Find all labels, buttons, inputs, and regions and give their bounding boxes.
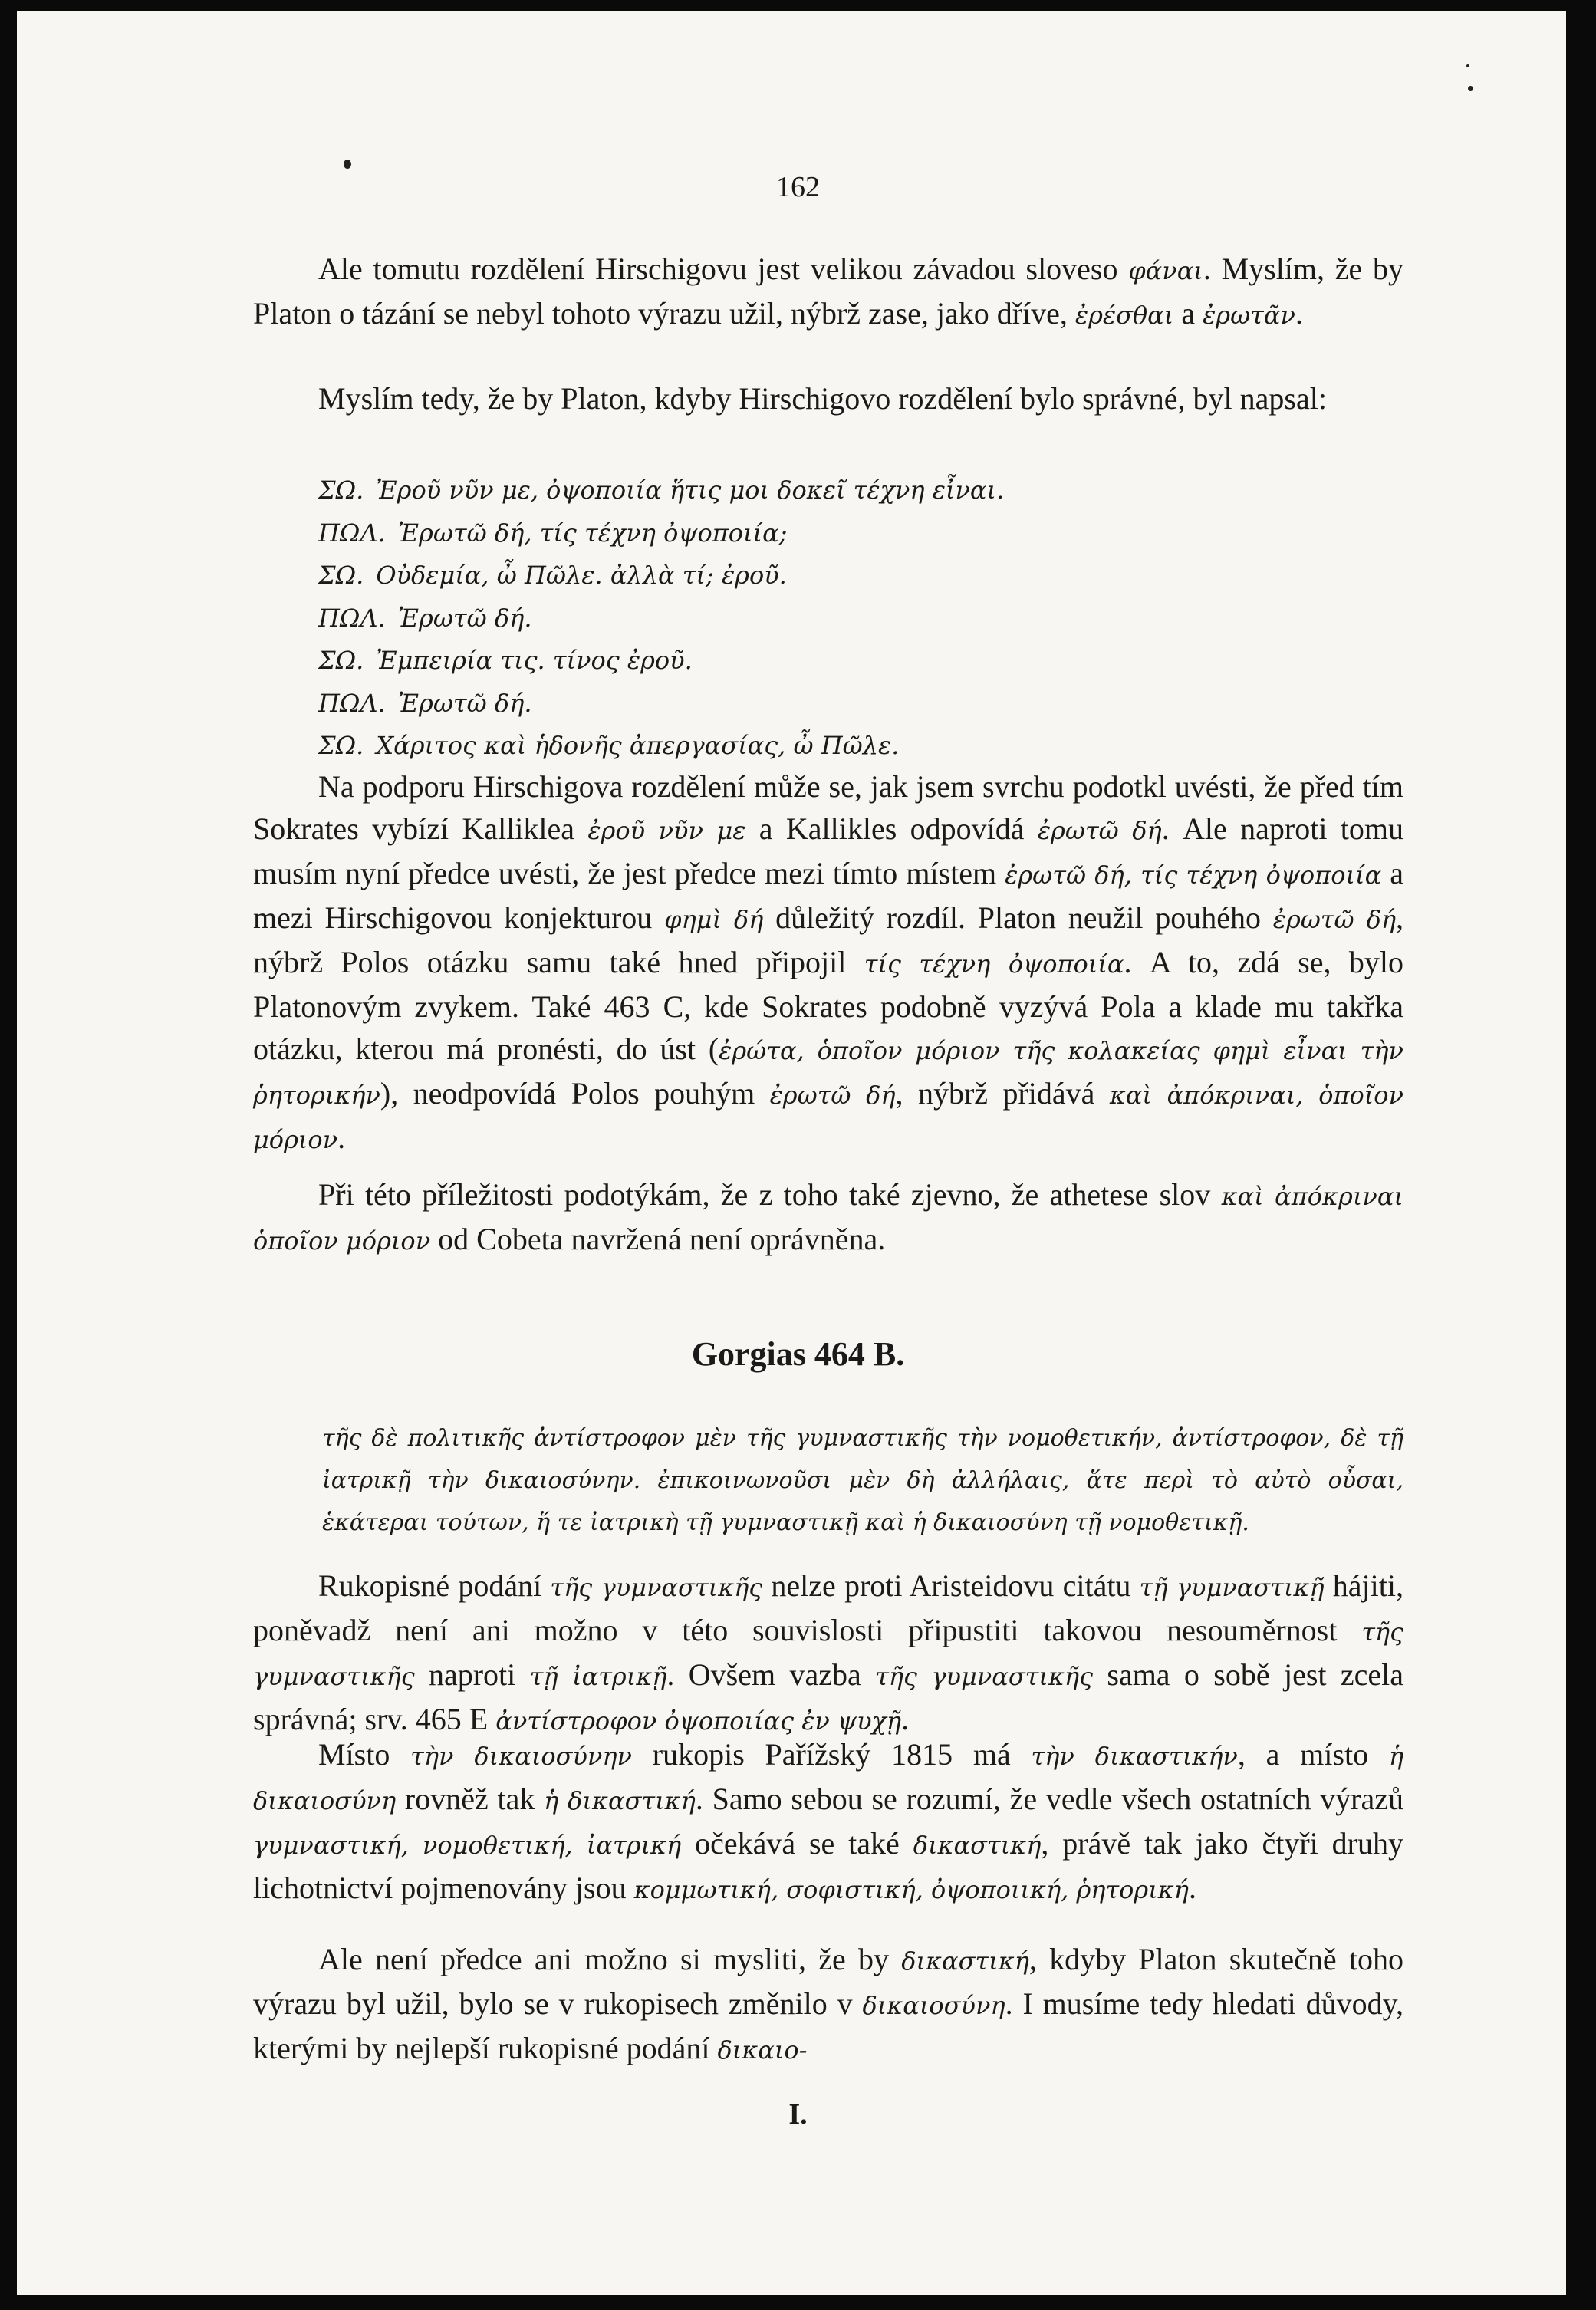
para-4: Při této příležitosti podotýkám, že z toho také zjevno, že athetese slov καὶ ἀπόκριναι ὁποῖον μόριον od Cobeta navržená není oprávněna. <box>253 1177 1404 1256</box>
speck <box>344 160 351 169</box>
greek-quote: τῆς δὲ πολιτικῆς ἀντίστροφον μὲν τῆς γυμναστικῆς τὴν νομοθετικήν, ἀντίστροφον, δὲ τῇ ἰατρικῇ τὴν δικαιοσύνην. ἐπικοινωνοῦσι μὲν δὴ ἀλλήλαις, ἅτε περὶ τὸ αὐτὸ οὖσαι, ἑκάτεραι τούτων, ἥ τε ἰατρικὴ τῇ γυμναστικῇ καὶ ἡ δικαιοσύνη τῇ νομοθετικῇ. <box>322 1425 1403 1536</box>
dialogue-line: ΠΩΛ. Ἐρωτῶ δή, τίς τέχνη ὀψοποιία; <box>318 518 788 548</box>
para-7: Ale není předce ani možno si mysliti, že by δικαστική, kdyby Platon skutečně toho výrazu byl užil, bylo se v rukopisech změnilo v δικαιοσύνη. I musíme tedy hledati důvody, kterými by nejlepší rukopisné podání δικαιο- <box>253 1942 1404 2065</box>
section-heading: Gorgias 464 B. <box>691 1335 905 1373</box>
para-3: Na podporu Hirschigova rozdělení může se, jak jsem svrchu podotkl uvésti, že před tím Sokrates vybízí Kalliklea ἐροῦ νῦν με a Kallikles odpovídá ἐρωτῶ δή. Ale naproti tomu musím nyní předce uvésti, že jest předce mezi tímto místem ἐρωτῶ δή, τίς τέχνη ὀψοποιία a mezi Hirschigovou konjekturou φημὶ δή důležitý rozdíl. Platon neužil pouhého ἐρωτῶ δή, nýbrž Polos otázku samu také hned připojil τίς τέχνη ὀψοποιία. A to, zdá se, bylo Platonovým zvykem. Také 463 C, kde Sokrates podobně vyzývá Pola a klade mu takřka otázku, kterou má pronésti, do úst (ἐρώτα, ὁποῖον μόριον τῆς κολακείας φημὶ εἶναι τὴν ῥητορικήν), neodpovídá Polos pouhým ἐρωτῶ δή, nýbrž přidává καὶ ἀπόκριναι, ὁποῖον μόριον. <box>253 769 1404 1155</box>
para-6: Místo τὴν δικαιοσύνην rukopis Pařížský 1815 má τὴν δικαστικήν, a místo ἡ δικαιοσύνη rovněž tak ἡ δικαστική. Samo sebou se rozumí, že vedle všech ostatních výrazů γυμναστική, νομοθετική, ἰατρική očekává se také δικαστική, právě tak jako čtyři druhy lichotnictví pojmenovány jsou κομμωτική, σοφιστική, ὀψοποιική, ῥητορική. <box>253 1737 1404 1905</box>
page-number: 162 <box>776 171 820 203</box>
dialogue <box>318 469 1392 768</box>
dialogue-line: ΠΩΛ. Ἐρωτῶ δή. <box>318 688 532 718</box>
signature-mark: I. <box>788 2098 808 2131</box>
speck <box>1466 64 1469 67</box>
dialogue-line: ΣΩ. Ἐμπειρία τις. τίνος ἐροῦ. <box>318 646 693 675</box>
dialogue-line: ΠΩΛ. Ἐρωτῶ δή. <box>318 603 532 633</box>
para-5: Rukopisné podání τῆς γυμναστικῆς nelze proti Aristeidovu citátu τῇ γυμναστικῇ hájiti, poněvadž není ani možno v této souvislosti připustiti takovou nesouměrnost τῆς γυμναστικῆς naproti τῇ ἰατρικῇ. Ovšem vazba τῆς γυμναστικῆς sama o sobě jest zcela správná; srv. 465 E ἀντίστροφον ὀψοποιίας ἐν ψυχῇ. <box>253 1568 1404 1736</box>
para-2: Myslím tedy, že by Platon, kdyby Hirschigovo rozdělení bylo správné, byl napsal: <box>318 381 1327 416</box>
dialogue-line: ΣΩ. Ἐροῦ νῦν με, ὀψοποιία ἥτις μοι δοκεῖ τέχνη εἶναι. <box>318 475 1005 505</box>
speck <box>1468 86 1473 91</box>
dialogue-line: ΣΩ. Χάριτος καὶ ἡδονῆς ἀπεργασίας, ὦ Πῶλε. <box>318 731 900 760</box>
para-1: Ale tomutu rozdělení Hirschigovu jest velikou závadou sloveso φάναι. Myslím, že by Platon o tázání se nebyl tohoto výrazu užil, nýbrž zase, jako dříve, ἐρέσθαι a ἐρωτᾶν. <box>253 252 1403 331</box>
dialogue-line: ΣΩ. Οὐδεμία, ὦ Πῶλε. ἀλλὰ τί; ἐροῦ. <box>318 561 787 590</box>
